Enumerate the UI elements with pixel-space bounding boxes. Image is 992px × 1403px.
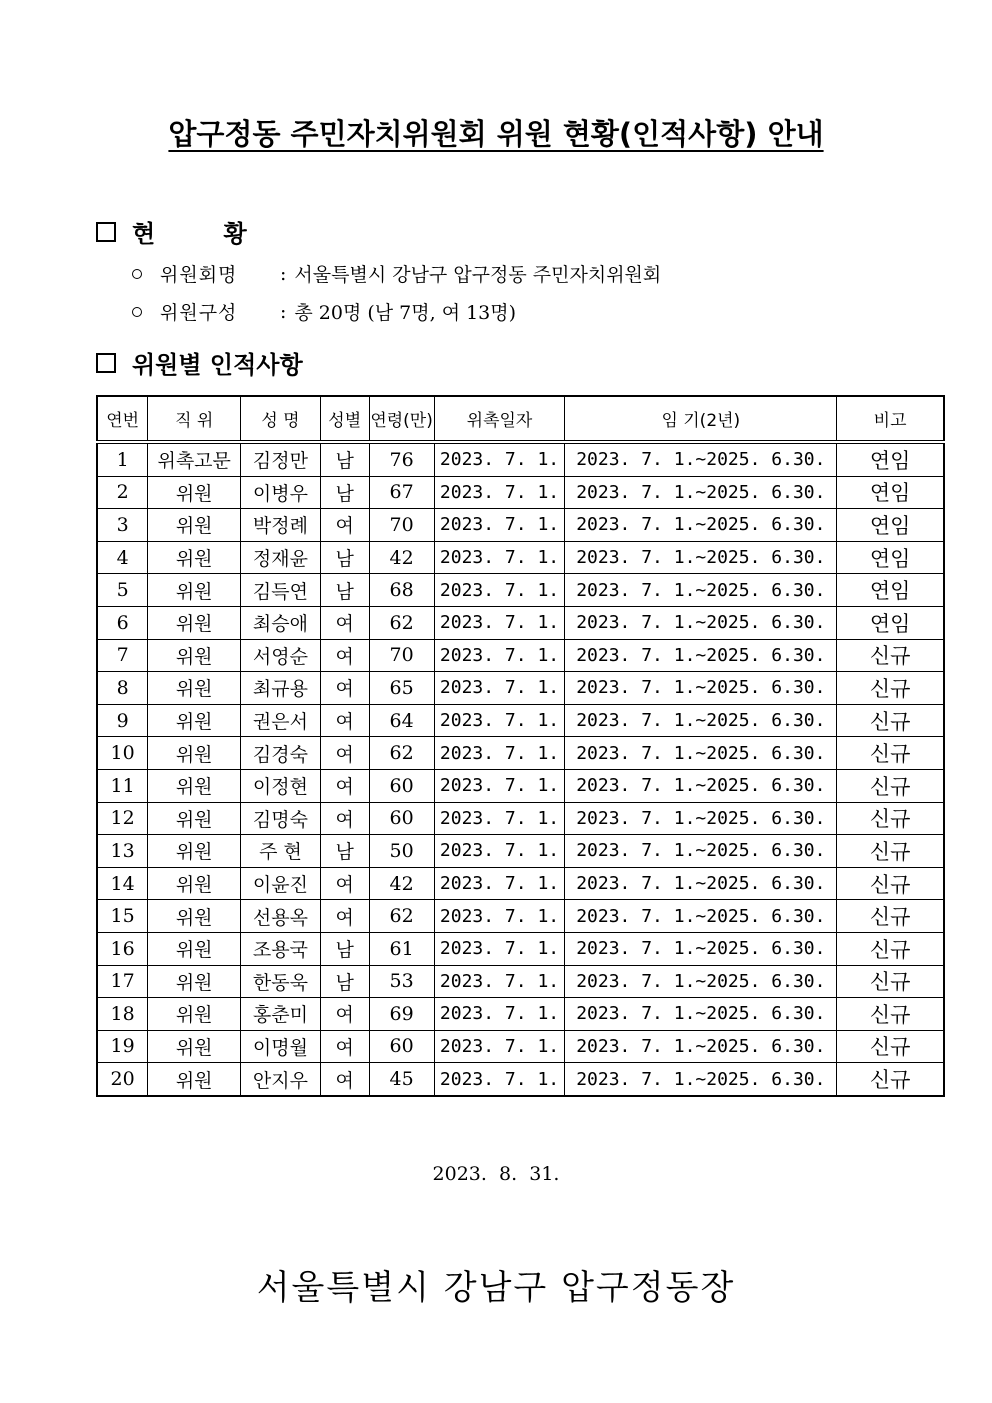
cell-name: 주 현	[241, 835, 321, 868]
cell-name: 김명숙	[241, 802, 321, 835]
cell-term: 2023. 7. 1.~2025. 6.30.	[565, 802, 837, 835]
cell-appointed: 2023. 7. 1.	[434, 932, 565, 965]
cell-position: 위원	[148, 835, 241, 868]
cell-note: 신규	[837, 835, 944, 868]
cell-gender: 여	[320, 606, 369, 639]
cell-name: 정재윤	[241, 541, 321, 574]
table-row	[97, 835, 944, 868]
cell-name: 김경숙	[241, 737, 321, 770]
cell-gender: 남	[320, 835, 369, 868]
cell-position: 위원	[148, 932, 241, 965]
cell-position: 위원	[148, 476, 241, 509]
cell-note: 신규	[837, 672, 944, 705]
table-header-row	[97, 396, 944, 442]
document-date: 2023. 8. 31.	[432, 1163, 560, 1185]
circle-bullet-icon	[132, 307, 142, 317]
cell-note: 연임	[837, 574, 944, 607]
cell-gender: 여	[320, 639, 369, 672]
cell-term: 2023. 7. 1.~2025. 6.30.	[565, 932, 837, 965]
bullet-key: 위원회명	[160, 264, 238, 286]
cell-name: 선용옥	[241, 900, 321, 933]
cell-number: 18	[97, 998, 148, 1031]
cell-number: 3	[97, 509, 148, 542]
cell-position: 위원	[148, 867, 241, 900]
cell-note: 연임	[837, 442, 944, 476]
cell-note: 신규	[837, 932, 944, 965]
cell-term: 2023. 7. 1.~2025. 6.30.	[565, 769, 837, 802]
cell-position: 위원	[148, 509, 241, 542]
cell-term: 2023. 7. 1.~2025. 6.30.	[565, 442, 837, 476]
cell-appointed: 2023. 7. 1.	[434, 509, 565, 542]
cell-term: 2023. 7. 1.~2025. 6.30.	[565, 574, 837, 607]
cell-note: 신규	[837, 1063, 944, 1096]
cell-appointed: 2023. 7. 1.	[434, 476, 565, 509]
cell-appointed: 2023. 7. 1.	[434, 442, 565, 476]
cell-name: 박정례	[241, 509, 321, 542]
cell-gender: 여	[320, 802, 369, 835]
cell-name: 홍춘미	[241, 998, 321, 1031]
cell-number: 2	[97, 476, 148, 509]
cell-gender: 여	[320, 900, 369, 933]
cell-age: 45	[369, 1063, 434, 1096]
cell-age: 60	[369, 769, 434, 802]
cell-number: 13	[97, 835, 148, 868]
cell-age: 70	[369, 509, 434, 542]
cell-note: 신규	[837, 867, 944, 900]
table-row	[97, 606, 944, 639]
header-cell-term: 임 기(2년)	[565, 396, 837, 442]
header-cell-name: 성 명	[241, 396, 321, 442]
cell-number: 9	[97, 704, 148, 737]
cell-position: 위원	[148, 639, 241, 672]
cell-name: 한동욱	[241, 965, 321, 998]
cell-gender: 남	[320, 442, 369, 476]
table-row	[97, 737, 944, 770]
cell-gender: 남	[320, 965, 369, 998]
cell-age: 68	[369, 574, 434, 607]
table-row	[97, 1063, 944, 1096]
bullet-colon: :	[280, 262, 287, 285]
members-table	[96, 395, 945, 1097]
cell-number: 1	[97, 442, 148, 476]
cell-position: 위원	[148, 900, 241, 933]
cell-term: 2023. 7. 1.~2025. 6.30.	[565, 1030, 837, 1063]
cell-name: 최승애	[241, 606, 321, 639]
cell-number: 15	[97, 900, 148, 933]
section-status-label: 현 황	[132, 220, 277, 248]
cell-note: 신규	[837, 998, 944, 1031]
cell-age: 50	[369, 835, 434, 868]
cell-appointed: 2023. 7. 1.	[434, 900, 565, 933]
table-row	[97, 867, 944, 900]
cell-position: 위원	[148, 672, 241, 705]
document-title: 압구정동 주민자치위원회 위원 현황(인적사항) 안내	[168, 117, 824, 151]
cell-position: 위원	[148, 1063, 241, 1096]
cell-name: 안지우	[241, 1063, 321, 1096]
bullet-value: 총 20명 (남 7명, 여 13명)	[294, 302, 517, 324]
cell-name: 권은서	[241, 704, 321, 737]
cell-age: 61	[369, 932, 434, 965]
table-row	[97, 900, 944, 933]
cell-appointed: 2023. 7. 1.	[434, 574, 565, 607]
table-row	[97, 704, 944, 737]
table-row	[97, 769, 944, 802]
cell-appointed: 2023. 7. 1.	[434, 867, 565, 900]
section-members-label: 위원별 인적사항	[132, 351, 303, 379]
cell-number: 5	[97, 574, 148, 607]
cell-term: 2023. 7. 1.~2025. 6.30.	[565, 737, 837, 770]
table-row	[97, 442, 944, 476]
cell-note: 신규	[837, 769, 944, 802]
cell-term: 2023. 7. 1.~2025. 6.30.	[565, 835, 837, 868]
cell-note: 연임	[837, 541, 944, 574]
cell-position: 위원	[148, 802, 241, 835]
cell-name: 이명월	[241, 1030, 321, 1063]
cell-age: 65	[369, 672, 434, 705]
cell-age: 42	[369, 541, 434, 574]
header-cell-gender: 성별	[320, 396, 369, 442]
cell-term: 2023. 7. 1.~2025. 6.30.	[565, 998, 837, 1031]
cell-number: 7	[97, 639, 148, 672]
cell-age: 67	[369, 476, 434, 509]
cell-name: 최규용	[241, 672, 321, 705]
cell-gender: 남	[320, 574, 369, 607]
cell-age: 53	[369, 965, 434, 998]
cell-position: 위원	[148, 704, 241, 737]
cell-note: 연임	[837, 606, 944, 639]
cell-term: 2023. 7. 1.~2025. 6.30.	[565, 476, 837, 509]
bullet-colon: :	[280, 300, 287, 323]
cell-appointed: 2023. 7. 1.	[434, 802, 565, 835]
cell-note: 신규	[837, 965, 944, 998]
cell-gender: 여	[320, 998, 369, 1031]
cell-appointed: 2023. 7. 1.	[434, 965, 565, 998]
cell-number: 14	[97, 867, 148, 900]
cell-term: 2023. 7. 1.~2025. 6.30.	[565, 900, 837, 933]
table-row	[97, 639, 944, 672]
cell-number: 16	[97, 932, 148, 965]
header-cell-age: 연령(만)	[369, 396, 434, 442]
cell-note: 신규	[837, 639, 944, 672]
cell-age: 60	[369, 1030, 434, 1063]
table-row	[97, 1030, 944, 1063]
cell-age: 70	[369, 639, 434, 672]
cell-name: 조용국	[241, 932, 321, 965]
cell-age: 42	[369, 867, 434, 900]
table-row	[97, 574, 944, 607]
cell-gender: 여	[320, 672, 369, 705]
cell-appointed: 2023. 7. 1.	[434, 672, 565, 705]
cell-note: 신규	[837, 704, 944, 737]
cell-appointed: 2023. 7. 1.	[434, 835, 565, 868]
cell-gender: 남	[320, 476, 369, 509]
cell-gender: 여	[320, 1030, 369, 1063]
cell-age: 76	[369, 442, 434, 476]
cell-appointed: 2023. 7. 1.	[434, 737, 565, 770]
bullet-value: 서울특별시 강남구 압구정동 주민자치위원회	[294, 264, 662, 286]
cell-note: 신규	[837, 737, 944, 770]
cell-name: 이병우	[241, 476, 321, 509]
cell-gender: 여	[320, 737, 369, 770]
header-cell-note: 비고	[837, 396, 944, 442]
cell-age: 62	[369, 900, 434, 933]
table-row	[97, 541, 944, 574]
cell-term: 2023. 7. 1.~2025. 6.30.	[565, 1063, 837, 1096]
cell-age: 62	[369, 737, 434, 770]
cell-gender: 여	[320, 1063, 369, 1096]
cell-term: 2023. 7. 1.~2025. 6.30.	[565, 509, 837, 542]
cell-term: 2023. 7. 1.~2025. 6.30.	[565, 541, 837, 574]
cell-name: 김득연	[241, 574, 321, 607]
cell-appointed: 2023. 7. 1.	[434, 1030, 565, 1063]
bullet-key: 위원구성	[160, 302, 238, 324]
cell-appointed: 2023. 7. 1.	[434, 769, 565, 802]
cell-position: 위원	[148, 737, 241, 770]
cell-name: 이윤진	[241, 867, 321, 900]
table-row	[97, 932, 944, 965]
cell-term: 2023. 7. 1.~2025. 6.30.	[565, 965, 837, 998]
cell-gender: 여	[320, 769, 369, 802]
cell-appointed: 2023. 7. 1.	[434, 998, 565, 1031]
table-row	[97, 476, 944, 509]
cell-position: 위원	[148, 606, 241, 639]
cell-number: 6	[97, 606, 148, 639]
cell-position: 위원	[148, 1030, 241, 1063]
section-status-heading	[96, 214, 277, 249]
table-row	[97, 509, 944, 542]
cell-gender: 여	[320, 509, 369, 542]
cell-gender: 여	[320, 704, 369, 737]
cell-gender: 남	[320, 932, 369, 965]
cell-position: 위원	[148, 574, 241, 607]
cell-note: 신규	[837, 900, 944, 933]
cell-number: 17	[97, 965, 148, 998]
cell-name: 김정만	[241, 442, 321, 476]
table-row	[97, 802, 944, 835]
table-row	[97, 672, 944, 705]
cell-term: 2023. 7. 1.~2025. 6.30.	[565, 606, 837, 639]
cell-appointed: 2023. 7. 1.	[434, 606, 565, 639]
header-cell-appointed: 위촉일자	[434, 396, 565, 442]
cell-term: 2023. 7. 1.~2025. 6.30.	[565, 639, 837, 672]
cell-term: 2023. 7. 1.~2025. 6.30.	[565, 867, 837, 900]
cell-gender: 남	[320, 541, 369, 574]
cell-appointed: 2023. 7. 1.	[434, 704, 565, 737]
table-row	[97, 998, 944, 1031]
cell-position: 위원	[148, 541, 241, 574]
cell-note: 신규	[837, 1030, 944, 1063]
checkbox-icon	[96, 222, 116, 242]
cell-number: 11	[97, 769, 148, 802]
section-members-heading	[96, 345, 303, 380]
cell-position: 위원	[148, 965, 241, 998]
cell-age: 62	[369, 606, 434, 639]
cell-number: 8	[97, 672, 148, 705]
cell-appointed: 2023. 7. 1.	[434, 541, 565, 574]
circle-bullet-icon	[132, 269, 142, 279]
cell-gender: 여	[320, 867, 369, 900]
cell-number: 4	[97, 541, 148, 574]
cell-appointed: 2023. 7. 1.	[434, 639, 565, 672]
bullet-item-composition	[132, 298, 516, 325]
issuer-signature: 서울특별시 강남구 압구정동장	[256, 1268, 736, 1308]
cell-name: 이정현	[241, 769, 321, 802]
checkbox-icon	[96, 353, 116, 373]
cell-position: 위원	[148, 769, 241, 802]
cell-number: 10	[97, 737, 148, 770]
cell-age: 64	[369, 704, 434, 737]
header-cell-position: 직 위	[148, 396, 241, 442]
cell-age: 60	[369, 802, 434, 835]
table-row	[97, 965, 944, 998]
cell-number: 12	[97, 802, 148, 835]
cell-note: 연임	[837, 509, 944, 542]
cell-name: 서영순	[241, 639, 321, 672]
cell-note: 연임	[837, 476, 944, 509]
cell-term: 2023. 7. 1.~2025. 6.30.	[565, 704, 837, 737]
cell-number: 19	[97, 1030, 148, 1063]
cell-position: 위원	[148, 998, 241, 1031]
bullet-item-committee-name	[132, 260, 661, 287]
cell-number: 20	[97, 1063, 148, 1096]
header-cell-number: 연번	[97, 396, 148, 442]
cell-note: 신규	[837, 802, 944, 835]
cell-appointed: 2023. 7. 1.	[434, 1063, 565, 1096]
cell-position: 위촉고문	[148, 442, 241, 476]
cell-term: 2023. 7. 1.~2025. 6.30.	[565, 672, 837, 705]
cell-age: 69	[369, 998, 434, 1031]
